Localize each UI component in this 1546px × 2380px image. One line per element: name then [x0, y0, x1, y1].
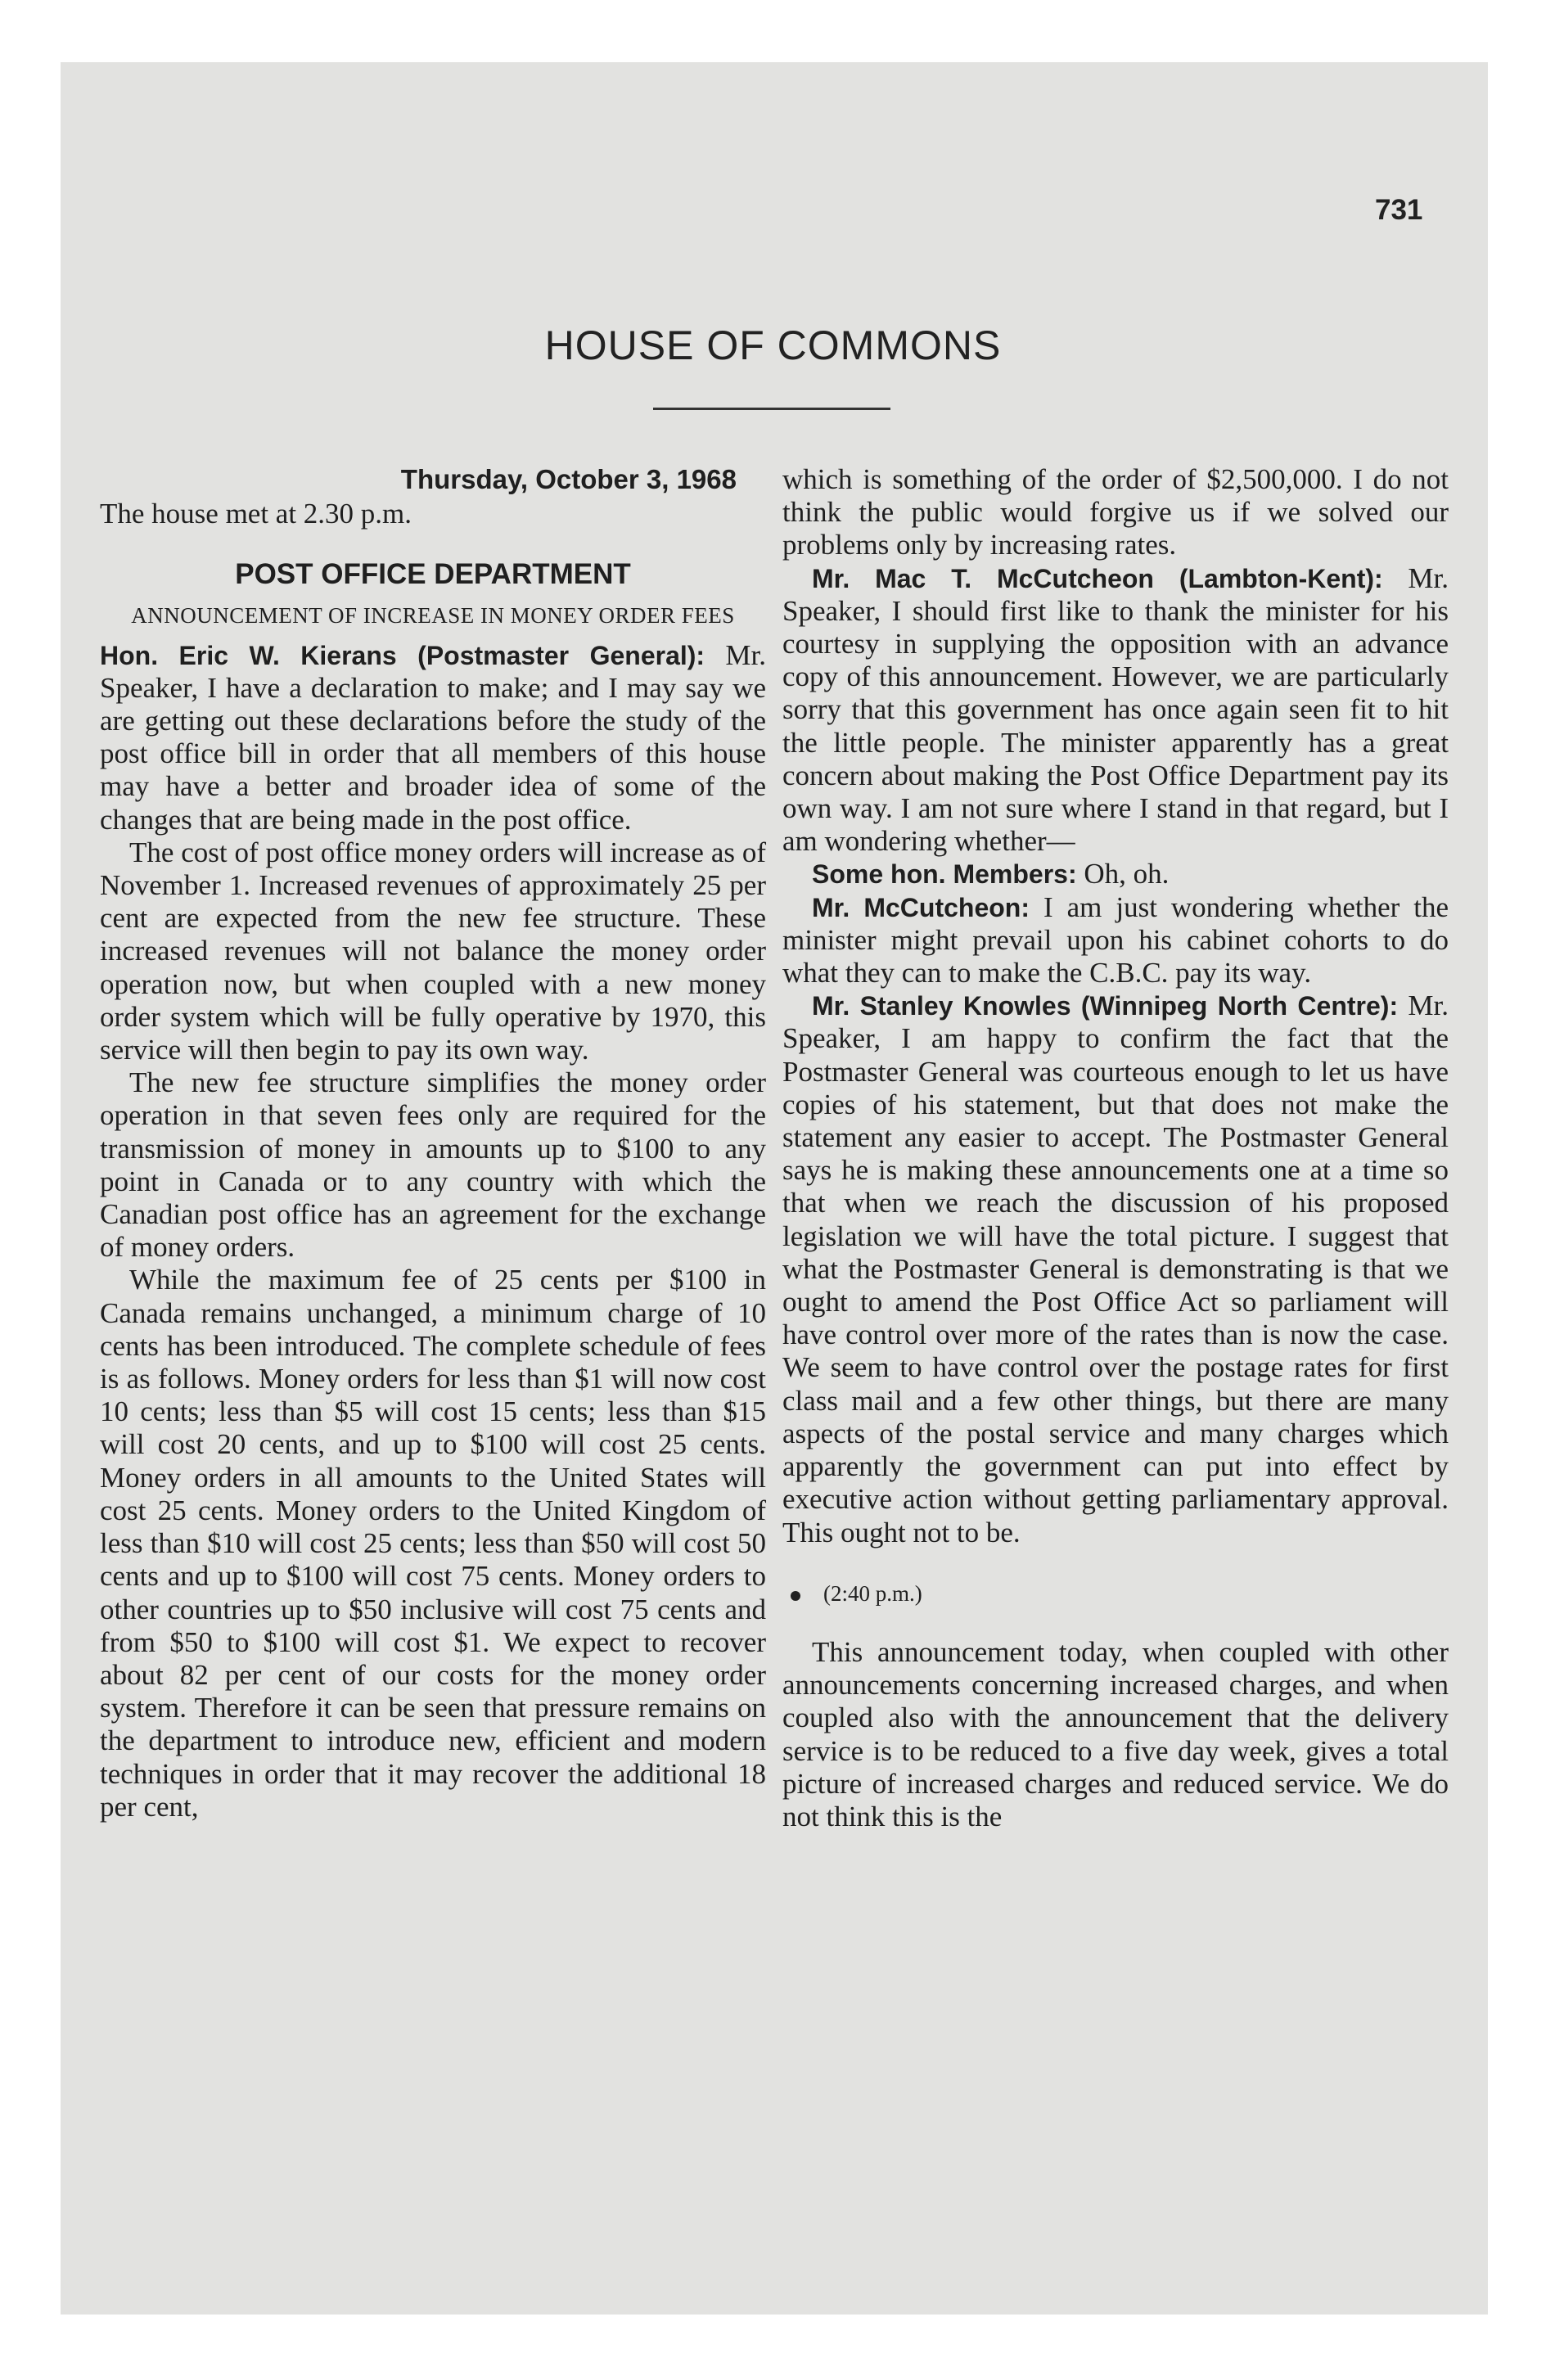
speech-paragraph: which is something of the order of $2,500,000. I do not think the public would forgive us if we solved our problems only by increasing rates. — [782, 463, 1449, 561]
speaker-name: Mr. Mac T. McCutcheon (Lambton-Kent): — [812, 563, 1383, 593]
speaker-name: Some hon. Members: — [812, 859, 1077, 890]
left-column — [100, 463, 766, 1823]
section-title: POST OFFICE DEPARTMENT — [235, 558, 631, 591]
speech-paragraph: Hon. Eric W. Kierans (Postmaster General): Mr. Speaker, I have a declaration to make; and I may say we are getting out these declarations before the study of the post office bill in order that all members of this house may have a better and broader idea of some of the changes that are being made in the post office. — [100, 638, 767, 836]
speech-paragraph: While the maximum fee of 25 cents per $100 in Canada remains unchanged, a minimum charge of 10 cents has been introduced. The complete schedule of fees is as follows. Money orders for less than $1 will now cost 10 cents; less than $5 will cost 15 cents; less than $15 will cost 20 cents, and up to $100 will cost 25 cents. Money orders in all amounts to the United States will cost 25 cents. Money orders to the United Kingdom of less than $10 will cost 25 cents; less than $50 will cost 50 cents and up to $100 will cost 75 cents. Money orders to other countries up to $50 inclusive will cost 75 cents and from $50 to $100 will cost $1. We expect to recover about 82 per cent of our costs for the money order system. Therefore it can be seen that pressure remains on the department to introduce new, efficient and modern techniques in order that it may recover the additional 18 per cent, — [100, 1264, 766, 1823]
page-number: 731 — [1375, 194, 1423, 226]
title-rule — [653, 408, 890, 410]
speech-paragraph: Mr. Mac T. McCutcheon (Lambton-Kent): Mr. Speaker, I should first like to thank the minister for his courtesy in supplying the opposition with an advance copy of this announcement. However, we are particularly sorry that this government has once again seen fit to hit the little people. The minister apparently has a great concern about making the Post Office Department pay its own way. I am not sure where I stand in that regard, but I am wondering whether— — [782, 561, 1449, 858]
speaker-name: Mr. Stanley Knowles (Winnipeg North Centre): — [812, 991, 1399, 1021]
speaker-name: Mr. McCutcheon: — [812, 892, 1030, 922]
time-mark: (2:40 p.m.) — [791, 1577, 1449, 1610]
page-title: HOUSE OF COMMONS — [544, 322, 1002, 368]
speaker-name: Hon. Eric W. Kierans (Postmaster General): — [100, 640, 705, 670]
speech-paragraph: Mr. McCutcheon: I am just wondering whether the minister might prevail upon his cabinet cohorts to do what they can to make the C.B.C. pay its way. — [782, 890, 1449, 989]
speech-paragraph: Some hon. Members: Oh, oh. — [812, 858, 1170, 890]
speech-paragraph: The new fee structure simplifies the money order operation in that seven fees only are required for the transmission of money in amounts up to $100 to any point in Canada or to any country with which the Canadian post office has an agreement for the exchange of money orders. — [100, 1066, 766, 1264]
bullet-icon — [791, 1591, 800, 1601]
right-column — [782, 463, 1449, 1833]
speech-paragraph: This announcement today, when coupled with other announcements concerning increased charges, and when coupled also with the announcement that the delivery service is to be reduced to a five day week, gives a total picture of increased charges and reduced service. We do not think this is the — [782, 1635, 1449, 1832]
opening-line: The house met at 2.30 p.m. — [100, 498, 412, 530]
sitting-date: Thursday, October 3, 1968 — [400, 464, 737, 494]
speech-paragraph: Mr. Stanley Knowles (Winnipeg North Centre): Mr. Speaker, I am happy to confirm the fact that the Postmaster General was courteous enough to let us have copies of his statement, but that does not make the statement any easier to accept. The Postmaster General says he is making these announcements one at a time so that when we reach the discussion of his proposed legislation we will have the total picture. I suggest that what the Postmaster General is demonstrating is that we ought to amend the Post Office Act so parliament will have control over more of the rates than is now the case. We seem to have control over the postage rates for first class mail and a few other things, but there are many aspects of the postal service and many charges which apparently the government can put into effect by executive action without getting parliamentary approval. This ought not to be. — [782, 989, 1449, 1548]
section-subtitle: ANNOUNCEMENT OF INCREASE IN MONEY ORDER FEES — [131, 602, 735, 628]
speech-paragraph: The cost of post office money orders will increase as of November 1. Increased revenues of approximately 25 per cent are expected from the new fee structure. These increased revenues will not balance the money order operation now, but when coupled with a new money order system which will be fully operative by 1970, this service will then begin to pay its own way. — [100, 836, 766, 1066]
